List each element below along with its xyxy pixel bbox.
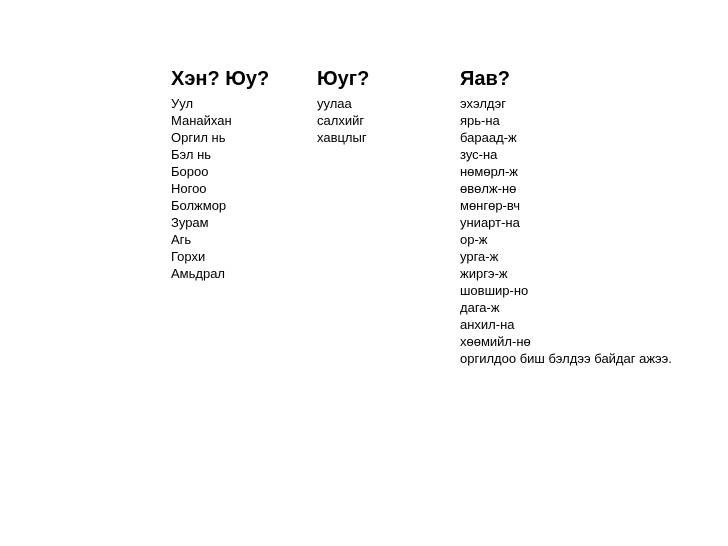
list-item: мөнгөр-вч — [460, 198, 520, 213]
list-item: салхийг — [317, 113, 365, 128]
list-item: өвөлж-нө — [460, 181, 517, 196]
word-list — [460, 95, 720, 367]
list-item: анхил-на — [460, 317, 515, 332]
list-item: Манайхан — [171, 113, 232, 128]
list-item: Амьдрал — [171, 266, 226, 281]
list-item: Оргил нь — [171, 130, 226, 145]
list-item: Бороо — [171, 164, 209, 179]
list-item: урга-ж — [460, 249, 499, 264]
list-item: Горхи — [171, 249, 206, 264]
list-item: шовшир-но — [460, 283, 529, 298]
list-item: Ногоо — [171, 181, 207, 196]
list-item: дага-ж — [460, 300, 500, 315]
list-item: хөөмийл-нө — [460, 334, 531, 349]
list-item: уулаа — [317, 96, 352, 111]
list-item: бараад-ж — [460, 130, 517, 145]
list-item: хавцлыг — [317, 130, 367, 145]
list-item: Бэл нь — [171, 147, 212, 162]
column-how — [460, 66, 720, 367]
list-item: оргилдоо биш бэлдээ байдаг ажээ. — [460, 351, 672, 366]
column-heading: Хэн? Юу? — [171, 68, 270, 90]
list-item: эхэлдэг — [460, 96, 507, 111]
word-list — [317, 95, 452, 146]
list-item: жиргэ-ж — [460, 266, 508, 281]
list-item: нөмөрл-ж — [460, 164, 518, 179]
column-whom — [317, 66, 452, 146]
list-item: ярь-на — [460, 113, 500, 128]
word-list — [171, 95, 311, 282]
list-item: униарт-на — [460, 215, 520, 230]
list-item: Уул — [171, 96, 194, 111]
column-who-what — [171, 66, 311, 282]
column-heading: Яав? — [460, 68, 511, 90]
list-item: Агь — [171, 232, 192, 247]
column-heading: Юуг? — [317, 68, 370, 90]
list-item: ор-ж — [460, 232, 488, 247]
list-item: Болжмор — [171, 198, 227, 213]
list-item: зус-на — [460, 147, 498, 162]
list-item: Зурам — [171, 215, 209, 230]
